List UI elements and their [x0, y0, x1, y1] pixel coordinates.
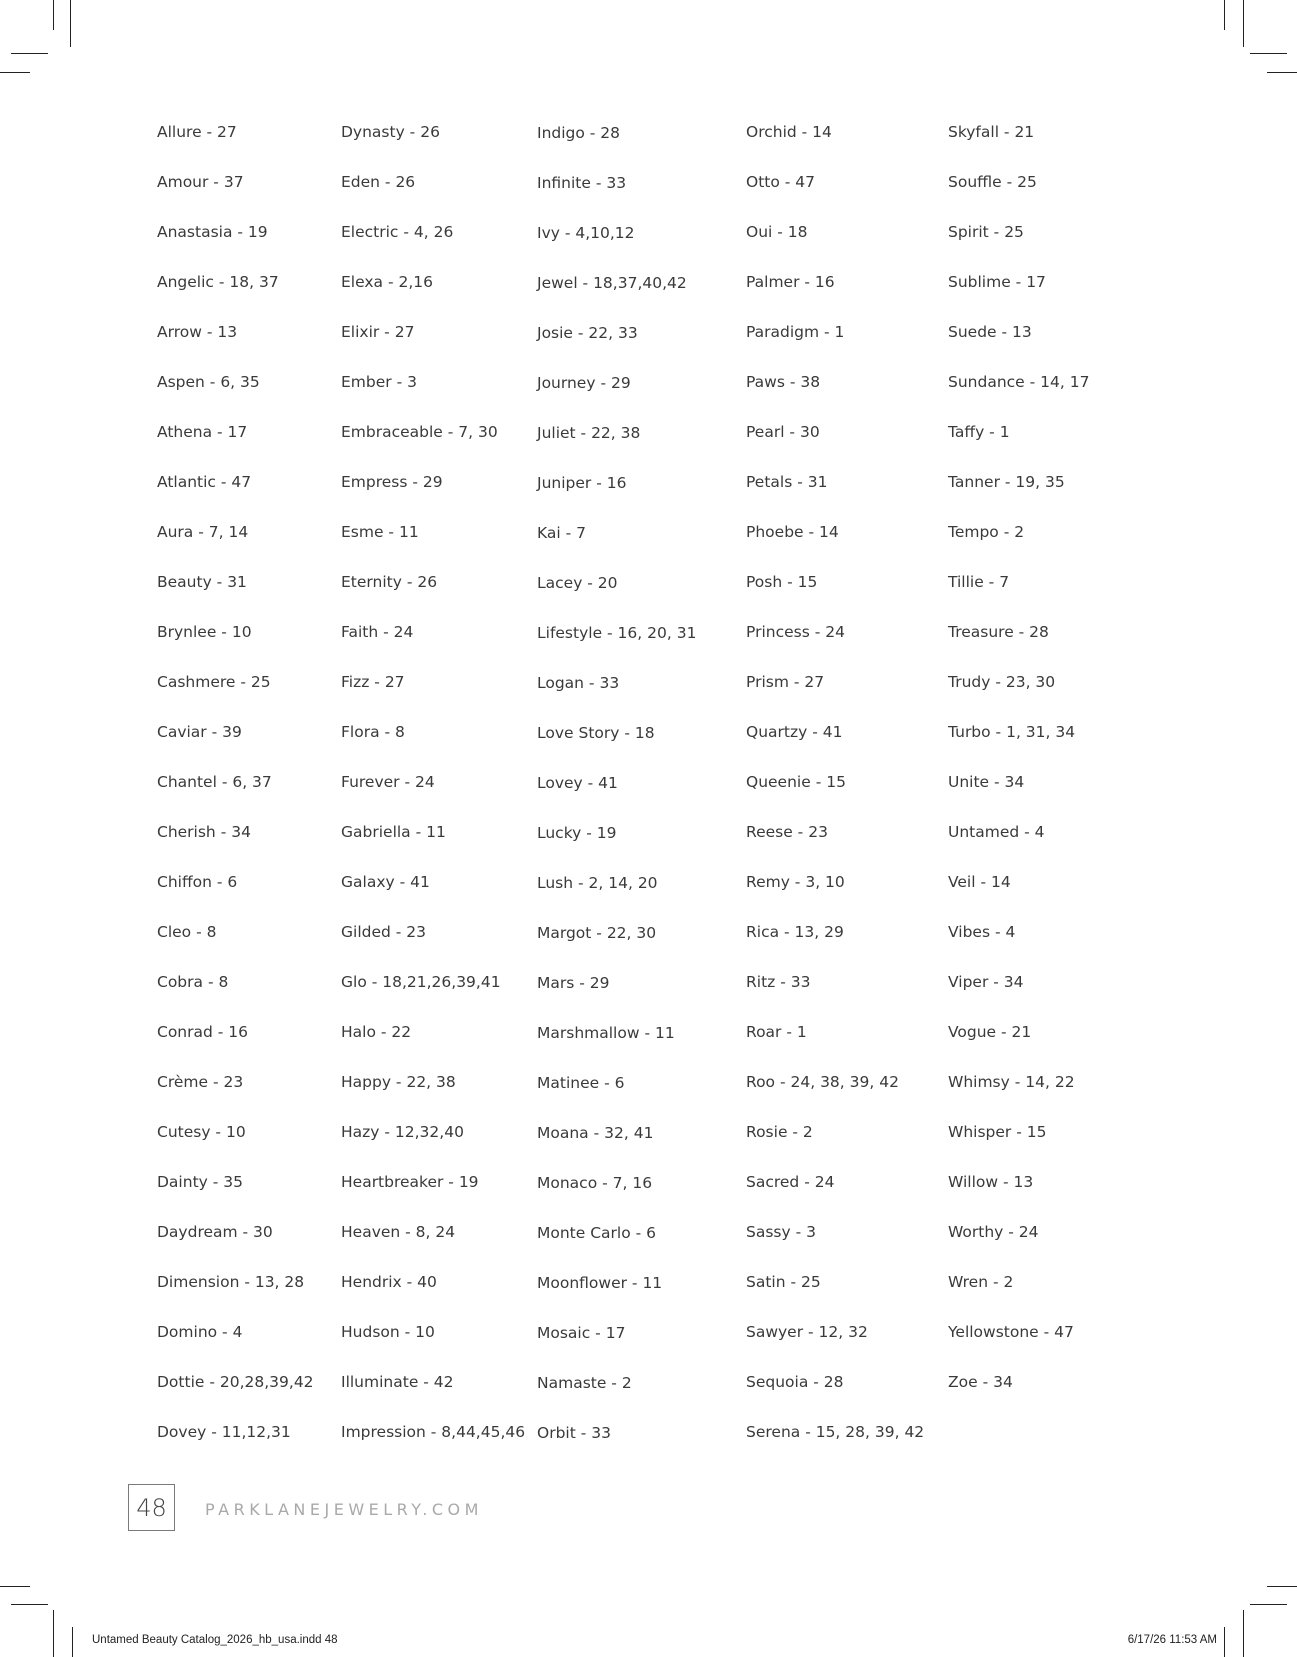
page-number: 48: [128, 1484, 175, 1531]
index-entry: Infinite - 33: [537, 174, 627, 192]
crop-mark: [0, 1586, 30, 1587]
index-entry: Reese - 23: [746, 823, 828, 841]
index-entry: Jewel - 18,37,40,42: [537, 274, 687, 292]
index-entry: Viper - 34: [948, 973, 1024, 991]
index-entry: Dainty - 35: [157, 1173, 243, 1191]
website-link[interactable]: PARKLANEJEWELRY.COM: [205, 1500, 483, 1519]
index-entry: Monaco - 7, 16: [537, 1174, 653, 1192]
index-entry: Tanner - 19, 35: [948, 473, 1065, 491]
index-entry: Hazy - 12,32,40: [341, 1123, 464, 1141]
index-entry: Ember - 3: [341, 373, 417, 391]
index-entry: Eternity - 26: [341, 573, 438, 591]
index-entry: Heartbreaker - 19: [341, 1173, 479, 1191]
index-entry: Moonflower - 11: [537, 1274, 663, 1292]
index-entry: Roar - 1: [746, 1023, 807, 1041]
crop-mark: [72, 1627, 73, 1657]
index-entry: Treasure - 28: [948, 623, 1049, 641]
index-entry: Cutesy - 10: [157, 1123, 246, 1141]
index-entry: Serena - 15, 28, 39, 42: [746, 1423, 925, 1441]
index-entry: Furever - 24: [341, 773, 435, 791]
crop-mark: [11, 53, 48, 54]
crop-mark: [1243, 0, 1244, 47]
index-entry: Dynasty - 26: [341, 123, 440, 141]
index-entry: Margot - 22, 30: [537, 924, 657, 942]
crop-mark: [1250, 53, 1287, 54]
index-entry: Phoebe - 14: [746, 523, 839, 541]
index-column-5: [948, 122, 1089, 1422]
index-entry: Embraceable - 7, 30: [341, 423, 498, 441]
index-entry: Sequoia - 28: [746, 1373, 844, 1391]
index-entry: Flora - 8: [341, 723, 405, 741]
index-entry: Anastasia - 19: [157, 223, 268, 241]
slug-filename: Untamed Beauty Catalog_2026_hb_usa.indd 48: [92, 1634, 338, 1646]
crop-mark: [1224, 0, 1225, 30]
index-entry: Galaxy - 41: [341, 873, 430, 891]
crop-mark: [1267, 72, 1297, 73]
index-entry: Matinee - 6: [537, 1074, 625, 1092]
index-entry: Lucky - 19: [537, 824, 617, 842]
index-entry: Cobra - 8: [157, 973, 229, 991]
index-entry: Prism - 27: [746, 673, 825, 691]
index-entry: Aspen - 6, 35: [157, 373, 260, 391]
index-entry: Allure - 27: [157, 123, 237, 141]
index-entry: Vibes - 4: [948, 923, 1016, 941]
index-entry: Wren - 2: [948, 1273, 1014, 1291]
index-entry: Paradigm - 1: [746, 323, 845, 341]
index-entry: Hendrix - 40: [341, 1273, 437, 1291]
index-entry: Heaven - 8, 24: [341, 1223, 456, 1241]
index-entry: Sundance - 14, 17: [948, 373, 1090, 391]
index-entry: Eden - 26: [341, 173, 416, 191]
index-entry: Paws - 38: [746, 373, 821, 391]
index-entry: Whisper - 15: [948, 1123, 1047, 1141]
index-entry: Trudy - 23, 30: [948, 673, 1056, 691]
index-column-1: [157, 122, 314, 1472]
index-entry: Tempo - 2: [948, 523, 1025, 541]
index-entry: Pearl - 30: [746, 423, 820, 441]
index-entry: Vogue - 21: [948, 1023, 1032, 1041]
index-entry: Journey - 29: [537, 374, 631, 392]
index-entry: Ivy - 4,10,12: [537, 224, 635, 242]
index-entry: Logan - 33: [537, 674, 620, 692]
crop-mark: [1243, 1610, 1244, 1657]
index-entry: Glo - 18,21,26,39,41: [341, 973, 501, 991]
index-entry: Untamed - 4: [948, 823, 1045, 841]
crop-mark: [0, 72, 30, 73]
crop-mark: [1250, 1604, 1287, 1605]
index-entry: Marshmallow - 11: [537, 1024, 675, 1042]
index-entry: Angelic - 18, 37: [157, 273, 279, 291]
index-entry: Hudson - 10: [341, 1323, 435, 1341]
index-entry: Moana - 32, 41: [537, 1124, 654, 1142]
index-entry: Dovey - 11,12,31: [157, 1423, 291, 1441]
index-entry: Veil - 14: [948, 873, 1011, 891]
index-entry: Juniper - 16: [537, 474, 627, 492]
index-entry: Daydream - 30: [157, 1223, 273, 1241]
index-entry: Mars - 29: [537, 974, 610, 992]
index-entry: Souffle - 25: [948, 173, 1037, 191]
index-entry: Namaste - 2: [537, 1374, 632, 1392]
index-entry: Willow - 13: [948, 1173, 1034, 1191]
index-entry: Chiffon - 6: [157, 873, 238, 891]
index-entry: Sublime - 17: [948, 273, 1046, 291]
index-entry: Monte Carlo - 6: [537, 1224, 657, 1242]
index-entry: Rica - 13, 29: [746, 923, 844, 941]
index-entry: Sacred - 24: [746, 1173, 835, 1191]
index-entry: Remy - 3, 10: [746, 873, 845, 891]
index-entry: Cleo - 8: [157, 923, 217, 941]
index-entry: Caviar - 39: [157, 723, 242, 741]
index-entry: Roo - 24, 38, 39, 42: [746, 1073, 899, 1091]
index-entry: Brynlee - 10: [157, 623, 252, 641]
index-entry: Fizz - 27: [341, 673, 405, 691]
index-entry: Rosie - 2: [746, 1123, 813, 1141]
index-entry: Turbo - 1, 31, 34: [948, 723, 1076, 741]
index-entry: Tillie - 7: [948, 573, 1010, 591]
index-entry: Cherish - 34: [157, 823, 251, 841]
index-entry: Oui - 18: [746, 223, 808, 241]
index-entry: Otto - 47: [746, 173, 816, 191]
index-entry: Spirit - 25: [948, 223, 1024, 241]
crop-mark: [1267, 1586, 1297, 1587]
index-column-4: [746, 122, 924, 1472]
index-entry: Sassy - 3: [746, 1223, 816, 1241]
slug-timestamp: 6/17/26 11:53 AM: [1127, 1634, 1217, 1646]
index-entry: Gilded - 23: [341, 923, 427, 941]
index-entry: Electric - 4, 26: [341, 223, 454, 241]
index-entry: Aura - 7, 14: [157, 523, 249, 541]
index-entry: Halo - 22: [341, 1023, 412, 1041]
crop-mark: [70, 0, 71, 47]
index-entry: Petals - 31: [746, 473, 828, 491]
index-entry: Crème - 23: [157, 1073, 244, 1091]
index-column-2: [341, 122, 525, 1472]
index-entry: Josie - 22, 33: [537, 324, 638, 342]
index-entry: Lovey - 41: [537, 774, 618, 792]
index-entry: Impression - 8,44,45,46: [341, 1423, 526, 1441]
index-entry: Chantel - 6, 37: [157, 773, 272, 791]
index-entry: Empress - 29: [341, 473, 443, 491]
index-entry: Faith - 24: [341, 623, 414, 641]
index-entry: Dimension - 13, 28: [157, 1273, 305, 1291]
index-entry: Posh - 15: [746, 573, 818, 591]
crop-mark: [11, 1604, 48, 1605]
index-entry: Love Story - 18: [537, 724, 655, 742]
index-entry: Palmer - 16: [746, 273, 835, 291]
index-entry: Illuminate - 42: [341, 1373, 454, 1391]
index-entry: Indigo - 28: [537, 124, 621, 142]
index-entry: Yellowstone - 47: [948, 1323, 1074, 1341]
index-entry: Arrow - 13: [157, 323, 238, 341]
crop-mark: [53, 1610, 54, 1657]
index-entry: Lifestyle - 16, 20, 31: [537, 624, 697, 642]
index-entry: Quartzy - 41: [746, 723, 843, 741]
index-entry: Satin - 25: [746, 1273, 821, 1291]
index-entry: Gabriella - 11: [341, 823, 446, 841]
index-entry: Elexa - 2,16: [341, 273, 433, 291]
index-entry: Happy - 22, 38: [341, 1073, 456, 1091]
index-entry: Elixir - 27: [341, 323, 415, 341]
index-column-3: [537, 123, 696, 1473]
index-entry: Queenie - 15: [746, 773, 846, 791]
index-entry: Sawyer - 12, 32: [746, 1323, 868, 1341]
index-entry: Beauty - 31: [157, 573, 247, 591]
index-entry: Unite - 34: [948, 773, 1025, 791]
index-entry: Esme - 11: [341, 523, 419, 541]
index-entry: Princess - 24: [746, 623, 845, 641]
index-entry: Domino - 4: [157, 1323, 243, 1341]
index-entry: Skyfall - 21: [948, 123, 1035, 141]
index-entry: Cashmere - 25: [157, 673, 271, 691]
index-entry: Whimsy - 14, 22: [948, 1073, 1075, 1091]
crop-mark: [1224, 1627, 1225, 1657]
crop-mark: [53, 0, 54, 30]
index-entry: Atlantic - 47: [157, 473, 252, 491]
index-entry: Suede - 13: [948, 323, 1032, 341]
index-entry: Worthy - 24: [948, 1223, 1039, 1241]
index-entry: Orbit - 33: [537, 1424, 611, 1442]
index-entry: Kai - 7: [537, 524, 587, 542]
index-entry: Mosaic - 17: [537, 1324, 626, 1342]
index-entry: Orchid - 14: [746, 123, 832, 141]
index-entry: Dottie - 20,28,39,42: [157, 1373, 314, 1391]
index-entry: Ritz - 33: [746, 973, 811, 991]
index-entry: Lacey - 20: [537, 574, 618, 592]
index-entry: Conrad - 16: [157, 1023, 249, 1041]
index-entry: Lush - 2, 14, 20: [537, 874, 658, 892]
index-entry: Amour - 37: [157, 173, 244, 191]
index-entry: Taffy - 1: [948, 423, 1010, 441]
index-entry: Juliet - 22, 38: [537, 424, 641, 442]
index-entry: Athena - 17: [157, 423, 248, 441]
index-entry: Zoe - 34: [948, 1373, 1013, 1391]
